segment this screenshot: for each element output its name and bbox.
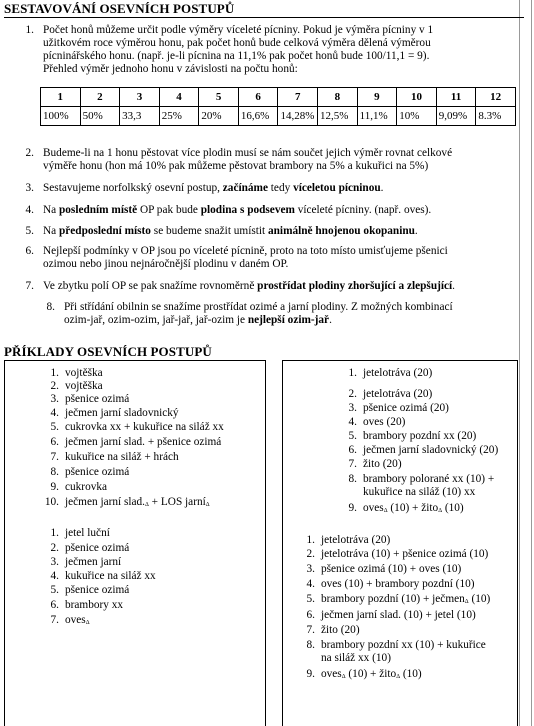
- list-item: 7. ovesΔ: [50, 614, 90, 626]
- list-item: 6. ječmen jarní sladovnický (20): [348, 444, 499, 456]
- table-cell: 25%: [159, 107, 199, 126]
- delta-mark: Δ: [383, 508, 388, 514]
- page-margin-line: [519, 0, 520, 726]
- table-cell: 20%: [199, 107, 239, 126]
- list-item: 2. jetelotráva (10) + pšenice ozimá (10): [306, 548, 489, 560]
- list-item: 2. jetelotráva (20): [348, 388, 433, 400]
- list-item: 8. pšenice ozimá: [50, 466, 130, 478]
- list-item: 1. vojtěška: [50, 367, 103, 379]
- delta-mark: Δ: [438, 508, 443, 514]
- list-item: 7. žito (20): [306, 624, 360, 636]
- list-item: 4. ječmen jarní sladovnický: [50, 407, 179, 419]
- delta-mark: Δ: [205, 502, 210, 508]
- list-item: 1. jetelotráva (20): [306, 534, 391, 546]
- rule-3-text: Sestavujeme norfolkský osevní postup, začínáme tedy víceletou pícninou.: [43, 182, 384, 194]
- list-item: 4. kukuřice na siláž xx: [50, 570, 156, 582]
- rule-number: 7.: [25, 280, 34, 292]
- table-cell: 50%: [80, 107, 120, 126]
- list-item: 6. ječmen jarní slad. (10) + jetel (10): [306, 609, 476, 621]
- list-item: 5. brambory pozdní (10) + ječmenΔ (10): [306, 593, 491, 605]
- list-item: 4. oves (10) + brambory pozdní (10): [306, 578, 475, 590]
- delta-mark: Δ: [85, 620, 90, 626]
- list-item: 1. jetelotráva (20): [348, 367, 433, 379]
- table-header-cell: 7: [278, 88, 318, 107]
- rule-7-text: Ve zbytku polí OP se pak snažíme rovnoměrně prostřídat plodiny zhoršující a zlepšující.: [43, 280, 455, 292]
- rule-number: 8.: [46, 301, 55, 313]
- list-item: 3. pšenice ozimá (10) + oves (10): [306, 563, 462, 575]
- table-cell: 9,09%: [436, 107, 476, 126]
- list-item: 5. pšenice ozimá: [50, 584, 130, 596]
- list-item: 3. ječmen jarní: [50, 556, 122, 568]
- list-item: 5. brambory pozdní xx (20): [348, 430, 477, 442]
- table-header-cell: 12: [476, 88, 516, 107]
- table-cell: 8.3%: [476, 107, 516, 126]
- table-cell: 14,28%: [278, 107, 318, 126]
- list-item: 9. ovesΔ (10) + žitoΔ (10): [348, 502, 464, 514]
- table-header-cell: 10: [397, 88, 437, 107]
- list-item: 2. pšenice ozimá: [50, 542, 130, 554]
- table-header-cell: 11: [436, 88, 476, 107]
- table-cell: 10%: [397, 107, 437, 126]
- table-header-cell: 2: [80, 88, 120, 107]
- list-item: 8. brambory polorané xx (10) + kukuřice na siláž (10) xx: [348, 473, 495, 498]
- list-item: 1. jetel luční: [50, 527, 110, 539]
- table-cell: 33,3: [120, 107, 160, 126]
- list-item: 9. ovesΔ (10) + žitoΔ (10): [306, 668, 422, 680]
- rule-8-text: Při střídání obilnin se snažíme prostřídat ozimé a jarní plodiny. Z možných kombinací ozim-jař, ozim-ozim, jař-jař, jař-ozim je nejlepší ozim-jař.: [64, 301, 453, 326]
- delta-mark: Δ: [341, 674, 346, 680]
- table-header-cell: 5: [199, 88, 239, 107]
- delta-mark: Δ: [145, 502, 149, 508]
- table-header-row: [41, 88, 516, 107]
- rule-number: 5.: [25, 225, 34, 237]
- rule-1-text: Počet honů můžeme určit podle výměry víceleté pícniny. Pokud je výměra pícniny v 1 užitkovém roce výměrou honu, pak počet honů bude celková výměra dělená výměrou pícninářského honu. (např. je-li pícnina na 11,1% pak počet honů bude 100/11,1 = 9). Přehled výměr jednoho honu v závislosti na počtu honů:: [43, 24, 434, 75]
- table-header-cell: 3: [120, 88, 160, 107]
- table-cell: 12,5%: [318, 107, 358, 126]
- rule-4-text: Na posledním místě OP pak bude plodina s podsevem víceleté pícniny. (např. oves).: [43, 204, 432, 216]
- rule-number: 4.: [25, 204, 34, 216]
- rule-number: 3.: [25, 182, 34, 194]
- list-item: 8. brambory pozdní xx (10) + kukuřice na siláž xx (10): [306, 639, 486, 664]
- delta-mark: Δ: [464, 599, 469, 605]
- table-row: [41, 107, 516, 126]
- table-cell: 11,1%: [357, 107, 397, 126]
- list-item: 6. brambory xx: [50, 599, 124, 611]
- section-heading-priklady: PŘÍKLADY OSEVNÍCH POSTUPŮ: [4, 344, 212, 359]
- table-cell: 16,6%: [238, 107, 278, 126]
- rule-2-text: Budeme-li na 1 honu pěstovat více plodin musí se nám součet jejich výměr rovnat celkové výměře honu (hon má 10% pak můžeme pěstovat brambory na 5% a kukuřici na 5%): [43, 147, 453, 172]
- table-header-cell: 9: [357, 88, 397, 107]
- table-header-cell: 4: [159, 88, 199, 107]
- list-item: 10. ječmen jarní slad.Δ + LOS jarníΔ: [44, 496, 210, 508]
- rule-number: 6.: [25, 245, 34, 257]
- rule-number: 2.: [25, 147, 34, 159]
- list-item: 3. pšenice ozimá: [50, 393, 130, 405]
- list-item: 2. vojtěška: [50, 380, 103, 392]
- section-heading-sestavovani: SESTAVOVÁNÍ OSEVNÍCH POSTUPŮ: [4, 1, 235, 16]
- table-header-cell: 8: [318, 88, 358, 107]
- list-item: 5. cukrovka xx + kukuřice na siláž xx: [50, 421, 224, 433]
- heading-underline: [4, 17, 524, 18]
- list-item: 4. oves (20): [348, 416, 406, 428]
- list-item: 6. ječmen jarní slad. + pšenice ozimá: [50, 436, 222, 448]
- rule-6-text: Nejlepší podmínky v OP jsou po víceleté pícnině, proto na toto místo umisťujeme pšenici ozimou nebo jinou nejnáročnější plodinu v daném OP.: [43, 245, 448, 270]
- list-item: 7. kukuřice na siláž + hrách: [50, 451, 179, 463]
- delta-mark: Δ: [396, 674, 401, 680]
- page-margin-line-outer: [531, 0, 532, 726]
- table-header-cell: 1: [41, 88, 81, 107]
- list-item: 3. pšenice ozimá (20): [348, 402, 449, 414]
- table-header-cell: 6: [238, 88, 278, 107]
- rule-5-text: Na předposlední místo se budeme snažit umístit animálně hnojenou okopaninu.: [43, 225, 418, 237]
- rule-number: 1.: [25, 24, 34, 36]
- fields-ratio-table: [40, 87, 516, 126]
- list-item: 9. cukrovka: [50, 481, 108, 493]
- list-item: 7. žito (20): [348, 458, 402, 470]
- table-cell: 100%: [41, 107, 81, 126]
